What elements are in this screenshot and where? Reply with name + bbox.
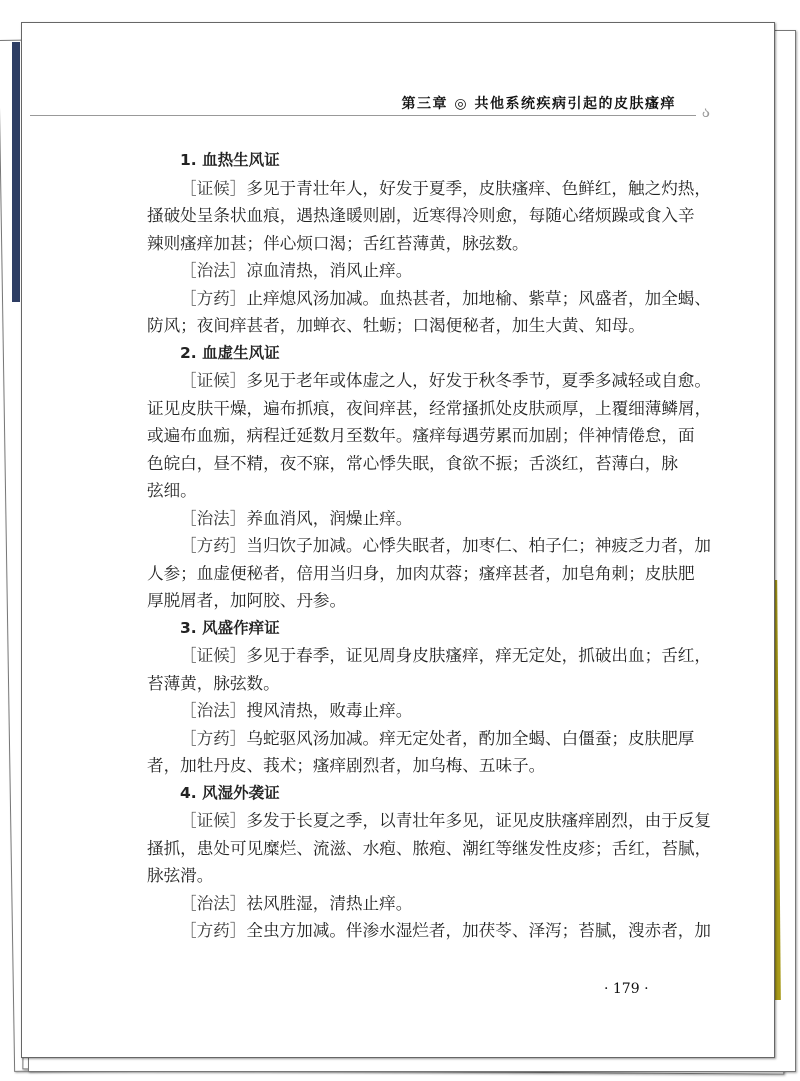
paragraph <box>147 285 711 340</box>
text-line <box>147 202 695 230</box>
text-line <box>147 532 711 560</box>
paragraph <box>147 807 712 890</box>
text-line <box>147 807 711 835</box>
text-line <box>147 560 695 588</box>
text-line <box>147 175 711 203</box>
paragraph <box>147 890 667 918</box>
text-line <box>147 505 667 533</box>
text-line <box>147 395 712 423</box>
cover-edge-blue <box>12 42 20 302</box>
line-text: 证见皮肤干燥，遍布抓痕，夜间痒甚，经常搔抓处皮肤顽厚，上覆细薄鳞屑， <box>147 398 712 418</box>
paragraph <box>147 505 667 533</box>
line-text: 厚脱屑者，加阿胶、丹参。 <box>147 591 347 610</box>
paragraph-label: ［治法］ <box>180 261 247 280</box>
paragraph <box>147 175 711 258</box>
text-line <box>147 862 667 890</box>
line-text: 或遍布血痂，病程迁延数月至数年。瘙痒每遇劳累而加剧；伴神情倦怠，面 <box>147 426 695 445</box>
text-line <box>147 230 667 258</box>
line-text: 色皖白，昼不精，夜不寐，常心悸失眠，食欲不振；舌淡红，苔薄白，脉 <box>147 453 678 473</box>
paragraph <box>147 725 695 780</box>
paragraph-label: ［方药］ <box>180 921 247 940</box>
text-line <box>147 477 667 505</box>
text-line <box>147 450 678 478</box>
section-heading: 4. 风湿外袭证 <box>180 783 280 802</box>
text-line <box>147 422 695 450</box>
header-rule <box>30 115 696 116</box>
text-line <box>147 670 667 698</box>
line-text: 弦细。 <box>147 481 197 500</box>
page-number: · 179 · <box>604 981 649 997</box>
line-text: 祛风胜湿，清热止痒。 <box>246 893 413 913</box>
paragraph <box>147 917 711 945</box>
text-line <box>147 752 667 780</box>
paragraph <box>147 642 711 697</box>
paragraph-label: ［证候］ <box>180 646 247 665</box>
text-line <box>147 285 711 313</box>
line-text: 多发于长夏之季，以青壮年多见，证见皮肤瘙痒剧烈，由于反复 <box>246 811 711 830</box>
text-line <box>147 917 711 945</box>
text-line <box>147 835 712 863</box>
section-heading: 2. 血虚生风证 <box>180 343 280 362</box>
line-text: 乌蛇驱风汤加减。痒无定处者，酌加全蝎、白僵蚕；皮肤肥厚 <box>246 728 695 748</box>
line-text: 者，加牡丹皮、莪术；瘙痒剧烈者，加乌梅、五味子。 <box>147 756 546 775</box>
line-text: 全虫方加减。伴渗水湿烂者，加茯苓、泽泻；苔腻，溲赤者，加 <box>246 921 711 940</box>
paragraph <box>147 532 711 615</box>
book-page <box>21 22 775 1058</box>
page-body <box>147 147 712 945</box>
paragraph <box>147 367 712 505</box>
line-text: 防风；夜间痒甚者，加蝉衣、牡蛎；口渴便秘者，加生大黄、知母。 <box>147 316 645 335</box>
paragraph-label: ［方药］ <box>180 536 247 555</box>
line-text: 搔破处呈条状血痕，遇热逢暖则剧，近寒得冷则愈，每随心绪烦躁或食入辛 <box>147 206 695 225</box>
paragraph-label: ［治法］ <box>180 893 247 913</box>
text-line <box>147 587 667 615</box>
text-line <box>147 890 667 918</box>
paragraph-label: ［方药］ <box>180 288 247 308</box>
line-text: 人参；血虚便秘者，倍用当归身，加肉苁蓉；瘙痒甚者，加皂角刺；皮肤肥 <box>147 563 695 583</box>
text-line <box>147 367 711 395</box>
paragraph <box>147 257 667 285</box>
line-text: 多见于老年或体虚之人，好发于秋冬季节，夏季多减轻或自愈。 <box>246 371 711 390</box>
paragraph-label: ［治法］ <box>180 508 247 528</box>
paragraph-label: ［治法］ <box>180 701 247 720</box>
line-text: 止痒熄风汤加减。血热甚者，加地榆、紫草；风盛者，加全蝎、 <box>246 288 711 308</box>
line-text: 多见于春季，证见周身皮肤瘙痒，痒无定处，抓破出血；舌红， <box>246 646 711 665</box>
line-text: 当归饮子加减。心悸失眠者，加枣仁、柏子仁；神疲乏力者，加 <box>246 536 711 555</box>
section-heading: 1. 血热生风证 <box>180 151 280 169</box>
line-text: 搔抓，患处可见糜烂、流滋、水疱、脓疱、潮红等继发性皮疹；舌红，苔腻， <box>147 838 712 858</box>
running-head: 第三章 ◎ 共他系统疾病引起的皮肤瘙痒 <box>401 96 676 112</box>
line-text: 养血消风，润燥止痒。 <box>246 508 413 528</box>
text-line <box>147 725 695 753</box>
paragraph-label: ［证候］ <box>180 371 247 390</box>
text-line <box>147 312 667 340</box>
line-text: 凉血清热，消风止痒。 <box>246 261 413 280</box>
text-line <box>147 257 667 285</box>
scroll-ornament-icon: ა <box>701 103 710 121</box>
line-text: 多见于青壮年人，好发于夏季，皮肤瘙痒、色鲜红，触之灼热， <box>246 178 711 198</box>
line-text: 苔薄黄，脉弦数。 <box>147 673 280 693</box>
text-line <box>147 642 711 670</box>
line-text: 脉弦滑。 <box>147 866 214 885</box>
text-line <box>147 697 667 725</box>
section-heading: 3. 风盛作痒证 <box>180 618 280 637</box>
line-text: 搜风清热，败毒止痒。 <box>246 701 413 720</box>
paragraph-label: ［证候］ <box>180 811 247 830</box>
paragraph-label: ［方药］ <box>180 728 247 748</box>
paragraph <box>147 697 667 725</box>
paragraph-label: ［证候］ <box>180 178 247 198</box>
line-text: 辣则瘙痒加甚；伴心烦口渴；舌红苔薄黄，脉弦数。 <box>147 233 529 253</box>
